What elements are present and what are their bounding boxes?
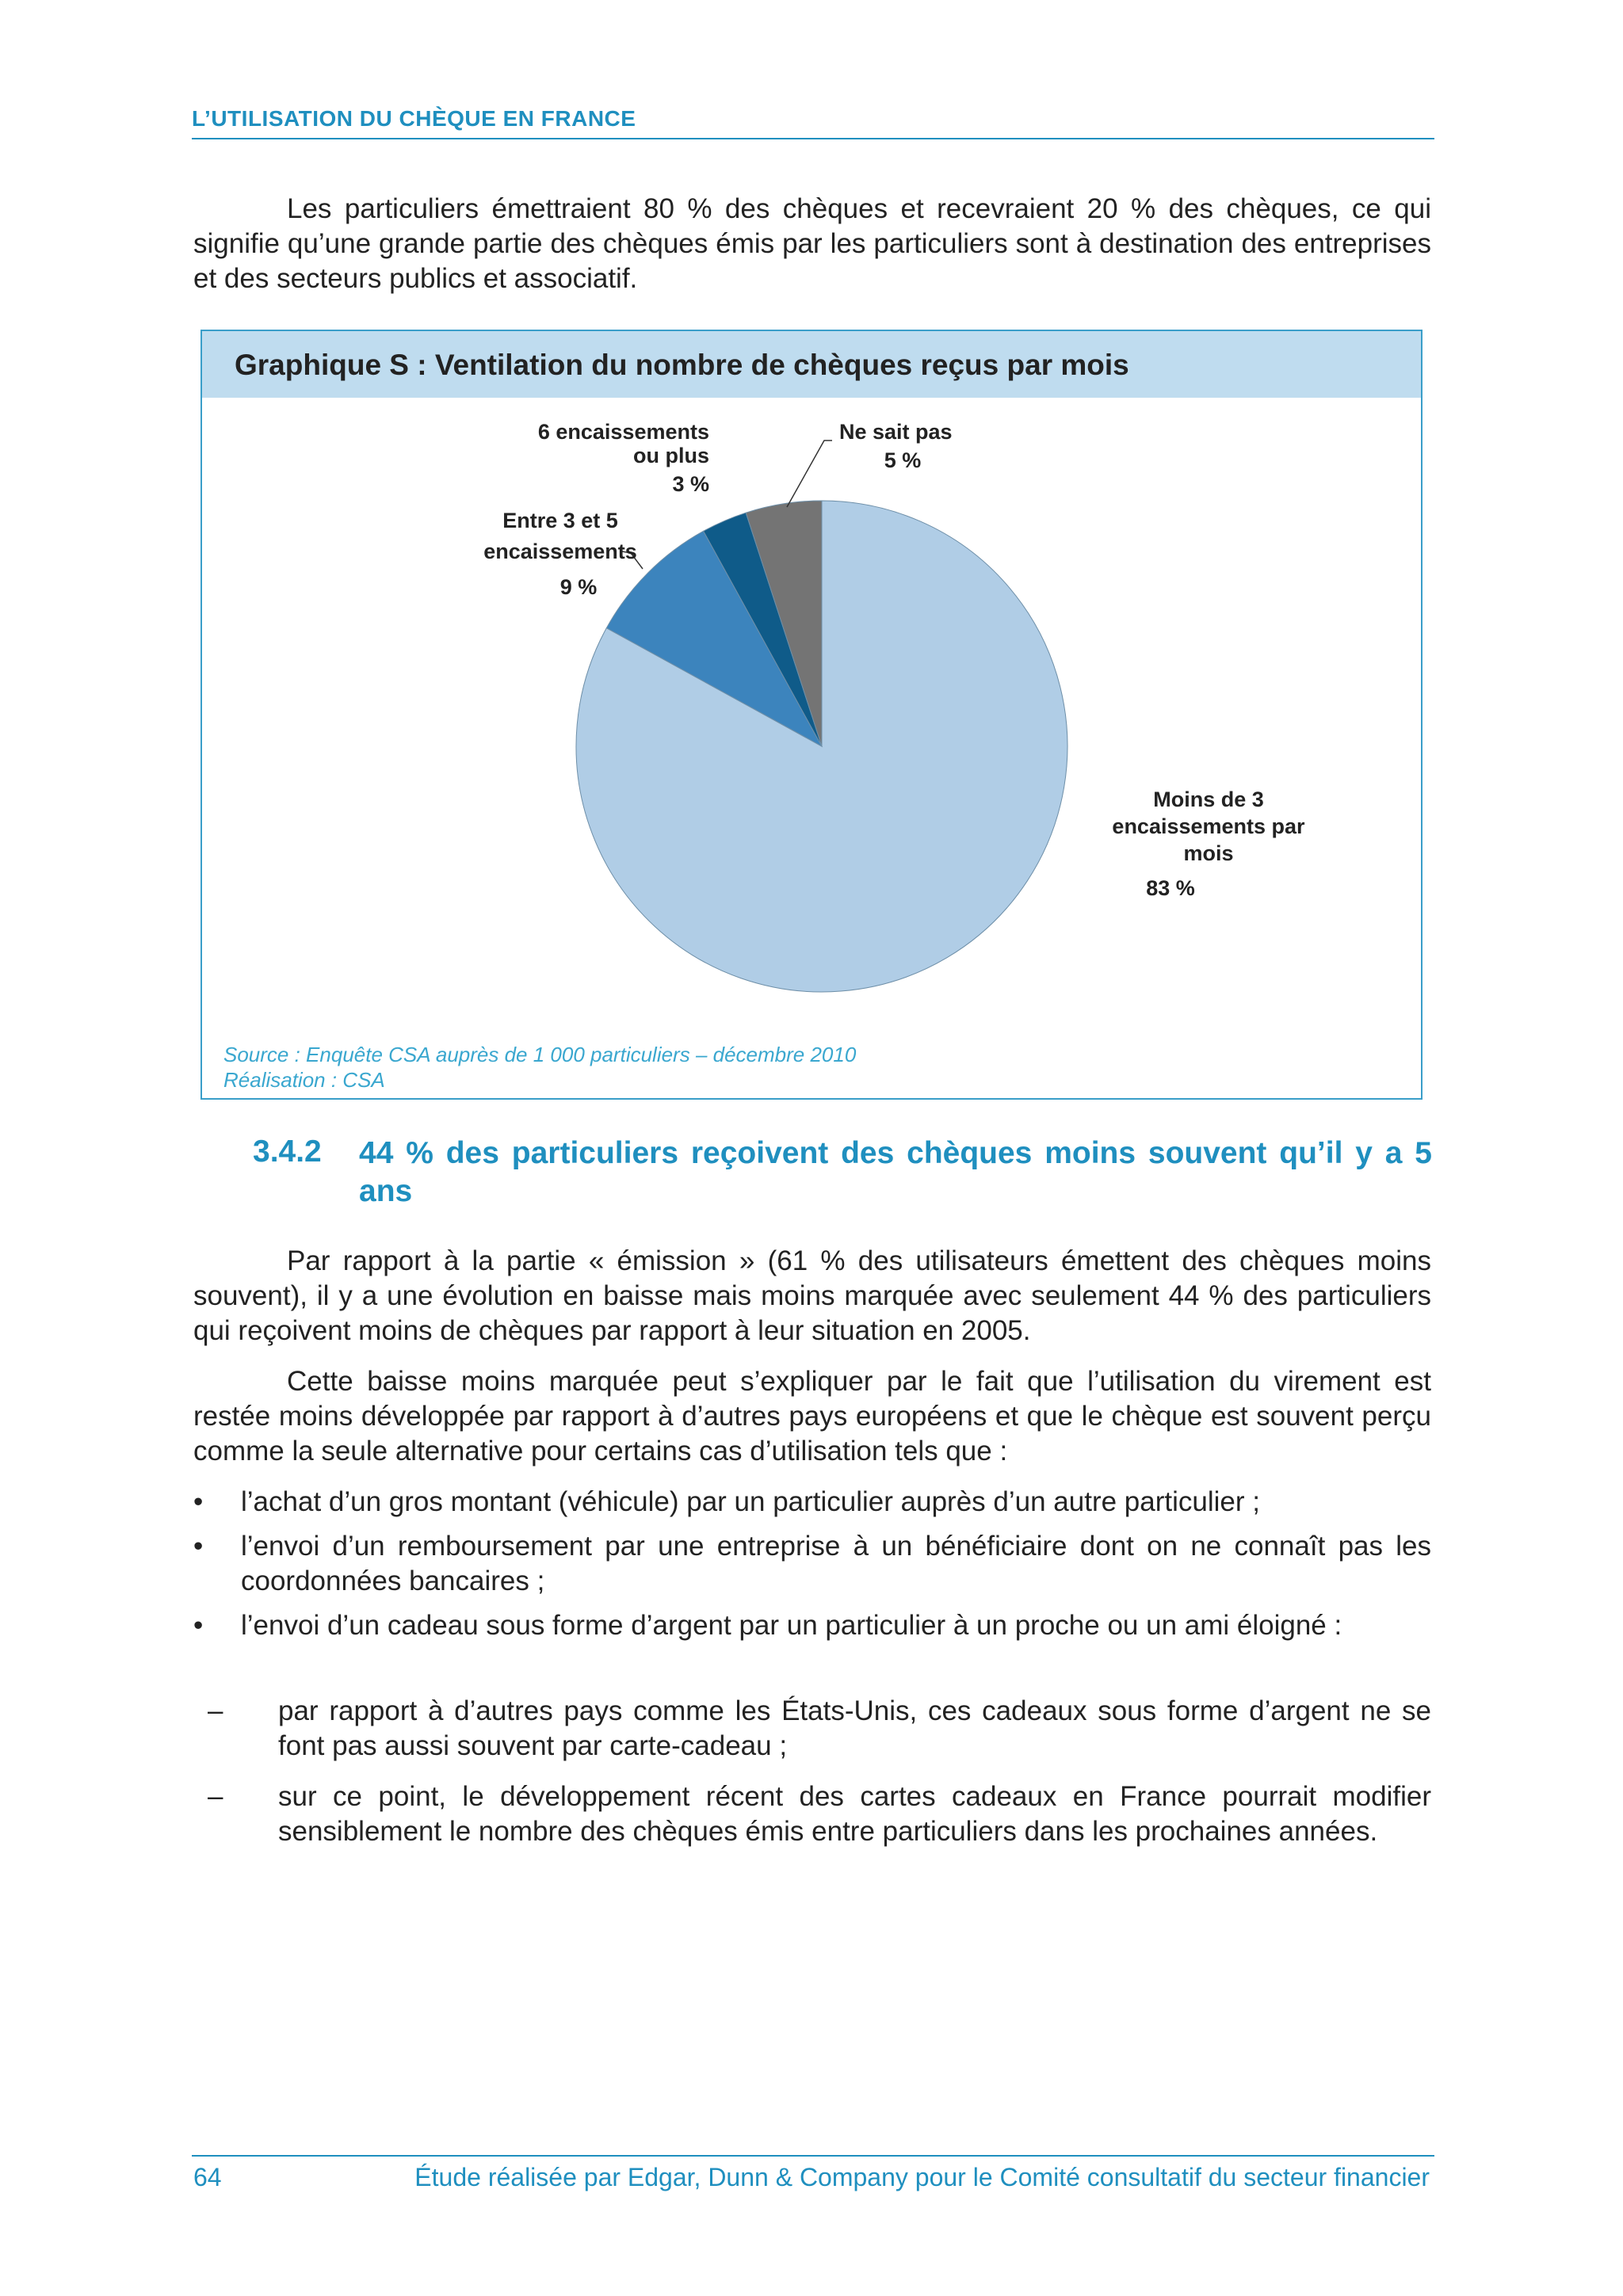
chart-box [200, 330, 1423, 1100]
chart-source: Source : Enquête CSA auprès de 1 000 particuliers – décembre 2010 [223, 1043, 857, 1066]
paragraph: Par rapport à la partie « émission » (61 % des utilisateurs émettent des chèques moins souvent), il y a une évolution en baisse mais moins marquée avec seulement 44 % des particuliers qui reçoivent moins de chèques par rapport à leur situation en 2005. [193, 1245, 1431, 1346]
label-ne-sait-pas-line: Ne sait pas [839, 420, 953, 444]
section-number: 3.4.2 [253, 1135, 322, 1169]
label-moins-de-3-line: mois [1183, 841, 1234, 865]
footer-rule [192, 2155, 1434, 2157]
chart-title: Graphique S : Ventilation du nombre de chèques reçus par mois [235, 349, 1129, 381]
bullet-text: l’envoi d’un cadeau sous forme d’argent par un particulier à un proche ou un ami éloigné : [241, 1610, 1342, 1641]
label-entre-3-et-5-percent: 9 % [559, 575, 598, 599]
pie-chart [202, 331, 1421, 1098]
dash-mark: – [208, 1781, 223, 1812]
label-moins-de-3-percent: 83 % [1146, 876, 1195, 900]
label-entre-3-et-5-line: Entre 3 et 5 [502, 509, 618, 532]
label-ne-sait-pas-percent: 5 % [884, 448, 922, 472]
sub-bullet-text: par rapport à d’autres pays comme les États-Unis, ces cadeaux sous forme d’argent ne se font pas aussi souvent par carte-cadeau ; [278, 1695, 1431, 1761]
label-6-ou-plus-line: 6 encaissements [537, 420, 709, 444]
bullet-mark: • [193, 1486, 204, 1517]
paragraph: Cette baisse moins marquée peut s’expliquer par le fait que l’utilisation du virement est restée moins développée par rapport à d’autres pays européens et que le chèque est souvent perçu comme la seule alternative pour certains cas d’utilisation tels que : [193, 1366, 1431, 1466]
label-moins-de-3-line: encaissements par [1112, 814, 1305, 838]
chart-realisation: Réalisation : CSA [223, 1068, 385, 1092]
header-rule [192, 138, 1434, 139]
label-6-ou-plus-line: ou plus [633, 444, 709, 467]
label-entre-3-et-5-line: encaissements [483, 540, 637, 563]
dash-mark: – [208, 1695, 223, 1726]
sub-bullet-text: sur ce point, le développement récent des cartes cadeaux en France pourrait modifier sensiblement le nombre des chèques émis entre particuliers dans les prochaines années. [278, 1781, 1431, 1847]
footer-text: Étude réalisée par Edgar, Dunn & Company pour le Comité consultatif du secteur financier [414, 2163, 1430, 2191]
bullet-text: l’envoi d’un remboursement par une entreprise à un bénéficiaire dont on ne connaît pas les coordonnées bancaires ; [241, 1531, 1431, 1596]
bullet-mark: • [193, 1531, 204, 1562]
intro-paragraph: Les particuliers émettraient 80 % des chèques et recevraient 20 % des chèques, ce qui signifie qu’une grande partie des chèques émis par les particuliers sont à destination des entreprises et des secteurs publics et associatif. [193, 193, 1431, 294]
bullet-mark: • [193, 1610, 204, 1641]
label-6-ou-plus-percent: 3 % [672, 472, 709, 496]
bullet-text: l’achat d’un gros montant (véhicule) par un particulier auprès d’un autre particulier ; [241, 1486, 1260, 1517]
footer-page-number: 64 [193, 2163, 222, 2191]
header-title: L’UTILISATION DU CHÈQUE EN FRANCE [192, 106, 636, 131]
label-ne-sait-pas-leader-line [787, 441, 832, 507]
section-title: 44 % des particuliers reçoivent des chèques moins souvent qu’il y a 5 ans [359, 1136, 1432, 1208]
label-moins-de-3-line: Moins de 3 [1153, 788, 1264, 811]
